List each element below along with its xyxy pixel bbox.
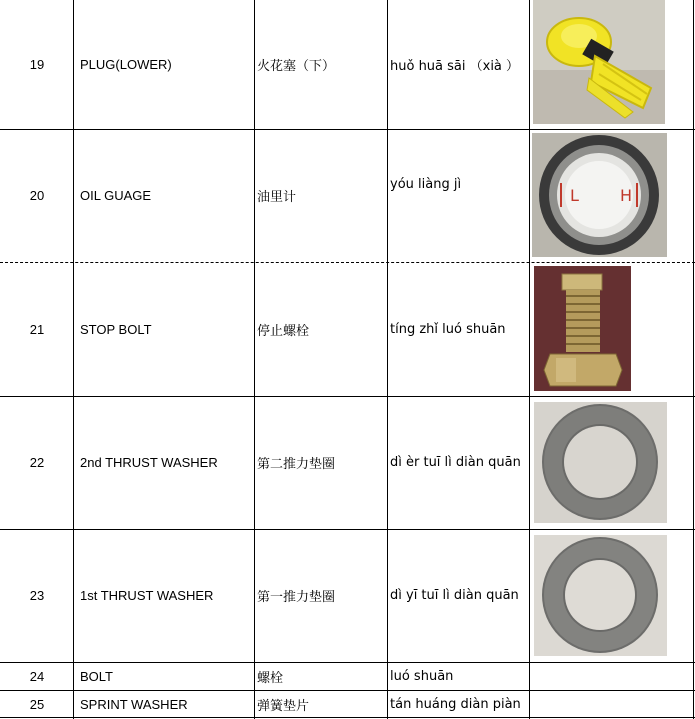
part-photo-cell [530,690,695,719]
part-number: 22 [29,455,45,470]
column-divider [387,0,388,719]
table-row [0,262,695,396]
part-name-chinese: 火花塞（下） [257,59,336,74]
part-photo-cell [530,262,695,396]
oil-gauge-photo [532,133,667,257]
yellow-plug-photo [533,0,665,124]
row-divider [0,717,695,718]
part-number: 19 [29,57,45,72]
part-number: 23 [29,588,45,603]
column-divider [693,0,694,719]
row-divider [0,662,695,663]
part-name-pinyin: luó shuān [390,668,454,684]
part-number: 25 [29,697,45,712]
part-name-english: PLUG(LOWER) [80,57,172,72]
part-name-english: 2nd THRUST WASHER [80,455,218,470]
part-number: 21 [29,321,45,337]
table-row [0,0,695,129]
part-number: 20 [29,188,45,203]
part-name-chinese: 第二推力垫圈 [257,457,336,472]
part-photo-cell [530,529,695,662]
part-name-english: 1st THRUST WASHER [80,588,214,603]
part-name-english: SPRINT WASHER [80,697,188,712]
column-divider [529,0,530,719]
gauge-low-mark: L [570,186,579,205]
part-name-pinyin: huǒ huā sāi （xià ） [390,59,520,74]
washer-photo [534,535,667,656]
row-divider [0,396,695,397]
part-name-chinese: 第一推力垫圈 [257,590,336,605]
table-row [0,690,695,719]
part-name-english: STOP BOLT [80,321,152,337]
washer-photo [534,402,667,523]
table-row [0,529,695,662]
part-name-english: OIL GUAGE [80,188,152,203]
part-name-chinese: 油里计 [257,190,297,205]
part-name-pinyin: dì yī tuī lì diàn quān [390,588,519,603]
row-divider [0,262,695,263]
part-photo-cell [530,129,695,262]
table-row [0,662,695,690]
column-divider [73,0,74,719]
row-divider [0,690,695,691]
table-row [0,396,695,529]
part-photo-cell [530,662,695,690]
part-name-english: BOLT [80,668,113,684]
part-photo-cell [530,0,695,129]
table-row [0,129,695,262]
row-divider [0,529,695,530]
part-name-chinese: 弹簧垫片 [257,699,310,714]
part-photo-cell [530,396,695,529]
part-name-pinyin: dì èr tuī lì diàn quān [390,455,521,470]
part-name-chinese: 螺栓 [257,670,284,686]
part-name-pinyin: yóu liàng jì [390,177,462,192]
part-number: 24 [29,668,45,684]
row-divider [0,129,695,130]
gauge-high-mark: H [620,186,633,205]
part-name-chinese: 停止螺栓 [257,323,310,339]
stop-bolt-photo [534,266,631,391]
part-name-pinyin: tán huáng diàn piàn [390,697,521,712]
part-name-pinyin: tíng zhǐ luó shuān [390,321,506,337]
column-divider [254,0,255,719]
